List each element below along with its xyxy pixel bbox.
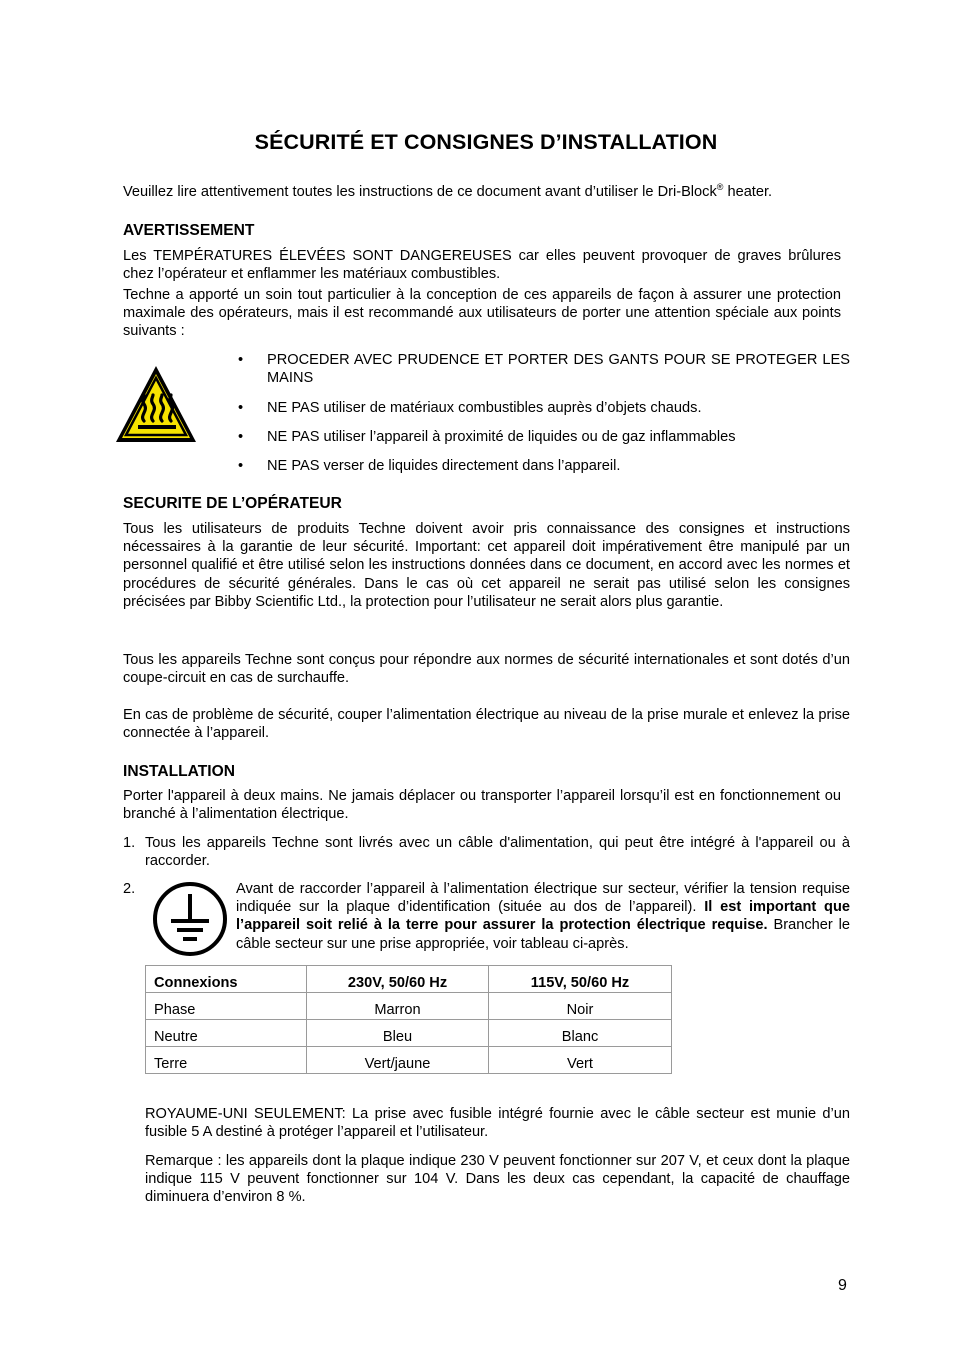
installation-item-1: Tous les appareils Techne sont livrés avec un câble d'alimentation, qui peut être intégré à l'appareil ou à raccorder. [145, 835, 850, 870]
table-cell: Phase [146, 993, 307, 1020]
uk-only-note: ROYAUME-UNI SEULEMENT: La prise avec fusible intégré fournie avec le câble secteur est munie d’un fusible 5 A destiné à protéger l’appareil et l’utilisateur. [145, 1106, 850, 1141]
securite-p1: Tous les utilisateurs de produits Techne doivent avoir pris connaissance des consignes et instructions nécessaires à la garantie de leur sécurité. Important: cet appareil doit impérativement être manipulé par un personnel qualifié et être utilisé selon les instructions données dans ce document, en accord avec les normes et procédures de sécurité générales. Dans le cas où cet appareil ne serait pas utilisé selon les consignes précisées par Bibby Scientific Ltd., la protection pour l’utilisateur ne serait alors plus garantie. [123, 521, 850, 610]
table-cell: Vert [489, 1047, 672, 1074]
hot-surface-warning-icon [114, 363, 198, 445]
installation-p1: Porter l'appareil à deux mains. Ne jamais déplacer ou transporter l’appareil lorsqu’il est en fonctionnement ou branché à l’alimentation électrique. [123, 788, 841, 823]
heading-securite: SECURITE DE L’OPÉRATEUR [123, 495, 342, 512]
list-number: 1. [123, 835, 136, 851]
table-header-cell: 115V, 50/60 Hz [489, 966, 672, 993]
page-title: SÉCURITÉ ET CONSIGNES D’INSTALLATION [254, 130, 718, 154]
table-row [146, 993, 672, 1020]
table-header-row [146, 966, 672, 993]
table-header-cell: 230V, 50/60 Hz [307, 966, 489, 993]
table-cell: Noir [489, 993, 672, 1020]
table-cell: Vert/jaune [307, 1047, 489, 1074]
intro-text: Veuillez lire attentivement toutes les instructions de ce document avant d’utiliser le Dri-Block® heater. [123, 182, 773, 200]
remark-note: Remarque : les appareils dont la plaque indique 230 V peuvent fonctionner sur 207 V, et ceux dont la plaque indique 115 V peuvent fonctionner sur 104 V. Dans les deux cas cependant, la capacité de chauffage diminuera d’environ 8 %. [145, 1153, 850, 1206]
securite-p3: En cas de problème de sécurité, couper l’alimentation électrique au niveau de la prise murale et enlevez la prise connectée à l’appareil. [123, 707, 850, 742]
heading-avertissement: AVERTISSEMENT [123, 222, 255, 239]
connections-table [145, 965, 672, 1074]
table-row [146, 1047, 672, 1074]
heading-installation: INSTALLATION [123, 763, 236, 780]
table-header-cell: Connexions [146, 966, 307, 993]
avertissement-p1: Les TEMPÉRATURES ÉLEVÉES SONT DANGEREUSES car elles peuvent provoquer de graves brûlures chez l’opérateur et enflammer les matériaux combustibles. [123, 248, 841, 283]
table-cell: Bleu [307, 1020, 489, 1047]
protective-earth-icon [151, 880, 229, 958]
table-row [146, 1020, 672, 1047]
page-number: 9 [838, 1277, 847, 1294]
table-cell: Marron [307, 993, 489, 1020]
avertissement-p2: Techne a apporté un soin tout particulier à la conception de ces appareils de façon à assurer une protection maximale des opérateurs, mais il est recommandé aux utilisateurs de porter une attention spéciale aux points suivants : [123, 287, 841, 340]
table-cell: Blanc [489, 1020, 672, 1047]
list-number: 2. [123, 881, 136, 897]
table-cell: Terre [146, 1047, 307, 1074]
securite-p2: Tous les appareils Techne sont conçus pour répondre aux normes de sécurité internationales et sont dotés d’un coupe-circuit en cas de surchauffe. [123, 652, 850, 687]
table-cell: Neutre [146, 1020, 307, 1047]
installation-item-2: Avant de raccorder l’appareil à l’alimentation électrique sur secteur, vérifier la tension requise indiquée sur la plaque d’identification (située au dos de l’appareil). Il est important que l’appareil soit relié à la terre pour assurer la protection électrique requise. Brancher le câble secteur sur une prise appropriée, voir tableau ci-après. [236, 881, 851, 952]
